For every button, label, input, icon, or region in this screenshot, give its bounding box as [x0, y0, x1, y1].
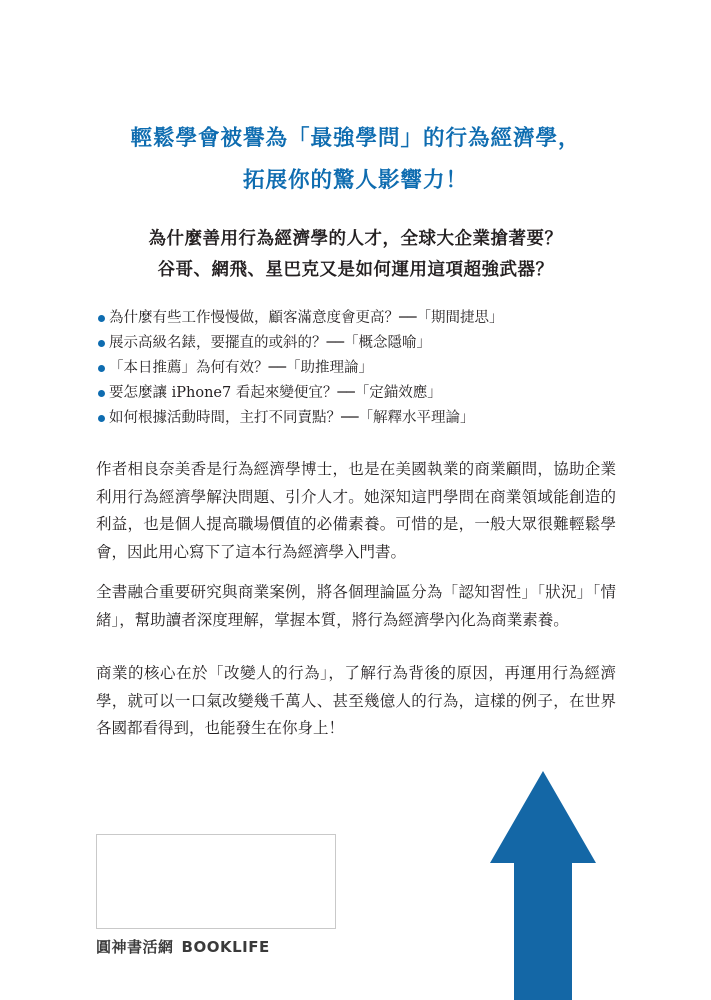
barcode-placeholder-box [96, 834, 336, 929]
subheadline [0, 224, 711, 286]
bullet-text: 展示高級名錶，要擺直的或斜的？──「概念隱喻」 [109, 335, 431, 351]
publisher-logo [96, 936, 270, 957]
headline [0, 118, 711, 202]
bullet-text: 為什麼有些工作慢慢做，顧客滿意度會更高？──「期間捷思」 [109, 310, 504, 326]
subheadline-line-2: 谷哥、網飛、星巴克又是如何運用這項超強武器？ [157, 260, 554, 280]
bullet-item [98, 381, 618, 406]
bullet-dot-icon [98, 390, 105, 397]
bullet-text: 如何根據活動時間，主打不同賣點？──「解釋水平理論」 [109, 410, 475, 426]
subheadline-line-1: 為什麼善用行為經濟學的人才，全球大企業搶著要？ [148, 229, 563, 249]
paragraph-book-structure: 全書融合重要研究與商業案例，將各個理論區分為「認知習性」「狀況」「情緒」，幫助讀者深度理解，掌握本質，將行為經濟學內化為商業素養。 [96, 583, 616, 629]
paragraph-business-core: 商業的核心在於「改變人的行為」，了解行為背後的原因，再運用行為經濟學，就可以一口氣改變幾千萬人、甚至幾億人的行為，這樣的例子，在世界各國都看得到，也能發生在你身上！ [96, 664, 616, 737]
bullet-dot-icon [98, 315, 105, 322]
bullet-text: 要怎麼讓 iPhone7 看起來變便宜？──「定錨效應」 [109, 385, 442, 401]
paragraph-author: 作者相良奈美香是行為經濟學博士，也是在美國執業的商業顧問，協助企業利用行為經濟學解決問題、引介人才。她深知這門學問在商業領域能創造的利益，也是個人提高職場價值的必備素養。可惜的是，一般大眾很難輕鬆學會，因此用心寫下了這本行為經濟學入門書。 [96, 460, 616, 561]
publisher-logo-zh: 圓神書活網 [96, 938, 174, 956]
bullet-list [98, 306, 618, 431]
bullet-item [98, 306, 618, 331]
bullet-item [98, 331, 618, 356]
headline-line-2: 拓展你的驚人影響力！ [242, 168, 468, 193]
bullet-dot-icon [98, 340, 105, 347]
headline-line-1: 輕鬆學會被譽為「最強學問」的行為經濟學， [130, 126, 581, 151]
up-arrow-icon [490, 771, 596, 1000]
bullet-item [98, 356, 618, 381]
bullet-item [98, 406, 618, 431]
publisher-logo-en: BOOKLIFE [181, 938, 270, 956]
bullet-dot-icon [98, 415, 105, 422]
bullet-text: 「本日推薦」為何有效？──「助推理論」 [109, 360, 373, 376]
bullet-dot-icon [98, 365, 105, 372]
